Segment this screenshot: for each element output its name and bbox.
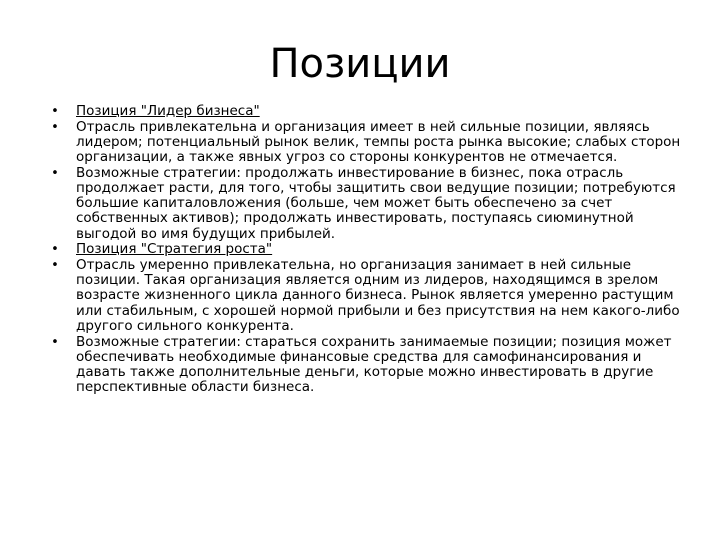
list-item-text: Позиция "Лидер бизнеса" [76, 103, 260, 119]
list-item-text: Возможные стратегии: стараться сохранить занимаемые позиции; позиция может обеспечивать необходимые финансовые средства для самофинансирования и давать также дополнительные деньги, которые можно инвестировать в другие перспективные области бизнеса. [76, 333, 672, 396]
bullet-list [48, 104, 688, 396]
list-item-text: Возможные стратегии: продолжать инвестирование в бизнес, пока отрасль продолжает расти, для того, чтобы защитить свои ведущие позиции; потребуются большие капиталовложения (больше, чем может быть обеспечено за счет собственных активов); продолжать инвестировать, поступаясь сиюминутной выгодой во имя будущих прибылей. [76, 164, 676, 242]
bullet-icon: • [51, 258, 59, 274]
list-item [48, 166, 688, 242]
list-item [48, 104, 688, 119]
list-item [48, 242, 688, 257]
slide-title-text: Позиции [269, 41, 451, 87]
list-item [48, 258, 688, 334]
bullet-icon: • [51, 242, 59, 258]
bullet-icon: • [51, 165, 59, 181]
list-item [48, 120, 688, 166]
list-item-text: Позиция "Стратегия роста" [76, 241, 273, 258]
bullet-icon: • [51, 334, 59, 350]
list-item-text: Отрасль умеренно привлекательна, но организация занимает в ней сильные позиции. Такая организация является одним из лидеров, находящимся в зрелом возрасте жизненного цикла данного бизнеса. Рынок является умеренно растущим или стабильным, с хорошей нормой прибыли и без присутствия на нем какого-либо другого сильного конкурента. [76, 257, 680, 334]
list-item [48, 335, 688, 396]
bullet-icon: • [51, 119, 59, 135]
list-item-text: Отрасль привлекательна и организация имеет в ней сильные позиции, являясь лидером; потенциальный рынок велик, темпы роста рынка высокие; слабых сторон организации, а также явных угроз со стороны конкурентов не отмечается. [76, 118, 681, 166]
bullet-icon: • [51, 104, 59, 119]
slide-title [0, 38, 720, 90]
